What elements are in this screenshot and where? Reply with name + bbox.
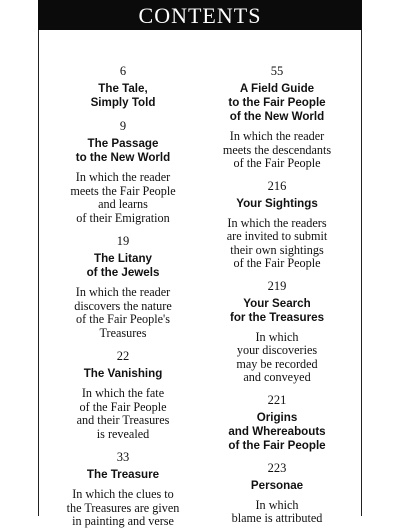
toc-page-number: 6 <box>119 64 127 78</box>
toc-entry-description: In which the reader meets the descendants of the Fair People <box>222 129 332 170</box>
toc-entry[interactable] <box>207 279 347 385</box>
toc-entry[interactable] <box>53 349 193 441</box>
page-title: CONTENTS <box>138 3 262 28</box>
toc-left-column <box>53 64 193 529</box>
toc-entry[interactable] <box>207 461 347 526</box>
toc-entry-title: The Vanishing <box>83 367 163 380</box>
toc-entry-title: Your Search for the Treasures <box>229 296 325 324</box>
toc-entry-description: In which the reader discovers the nature of the Fair People's Treasures <box>74 285 172 340</box>
toc-entry-description: In which the readers are invited to submit their own sightings of the Fair People <box>226 215 328 270</box>
toc-page-number: 216 <box>267 178 287 193</box>
toc-entry-description: In which your discoveries may be recorded and conveyed <box>236 329 318 384</box>
toc-entry-title: The Litany of the Jewels <box>86 252 160 279</box>
toc-page-number: 33 <box>116 450 130 464</box>
toc-entry-title: Origins and Whereabouts of the Fair People <box>228 410 326 452</box>
toc-page-number: 221 <box>267 392 287 407</box>
toc-entry-description: In which the clues to the Treasures are given in painting and verse <box>66 487 180 528</box>
toc-entry[interactable] <box>53 119 193 225</box>
toc-entry-title: Your Sightings <box>236 196 318 210</box>
toc-entry-title: The Passage to the New World <box>75 137 171 164</box>
toc-entry[interactable] <box>207 179 347 271</box>
toc-entry[interactable] <box>53 234 193 340</box>
toc-entry-description: In which blame is attributed <box>231 497 323 525</box>
toc-entry[interactable] <box>207 64 347 171</box>
toc-entry-title: The Treasure <box>86 468 160 481</box>
toc-entry-title: The Tale, Simply Told <box>90 82 156 109</box>
toc-page-number: 9 <box>119 119 127 133</box>
toc-page-number: 19 <box>116 234 130 248</box>
toc-page-number: 219 <box>267 278 287 293</box>
toc-entry-title: A Field Guide to the Fair People of the New World <box>228 82 326 123</box>
contents-header-bar <box>38 0 362 30</box>
toc-entry[interactable] <box>207 393 347 453</box>
toc-page-number: 55 <box>270 64 284 78</box>
toc-entry[interactable] <box>53 450 193 529</box>
toc-right-column <box>207 64 347 526</box>
toc-entry-description: In which the fate of the Fair People and their Treasures is revealed <box>76 386 170 441</box>
toc-entry[interactable] <box>53 64 193 110</box>
toc-page-number: 223 <box>267 460 287 475</box>
toc-page-number: 22 <box>116 349 130 363</box>
toc-entry-title: Personae <box>250 478 304 492</box>
toc-entry-description: In which the reader meets the Fair People and learns of their Emigration <box>70 170 176 225</box>
